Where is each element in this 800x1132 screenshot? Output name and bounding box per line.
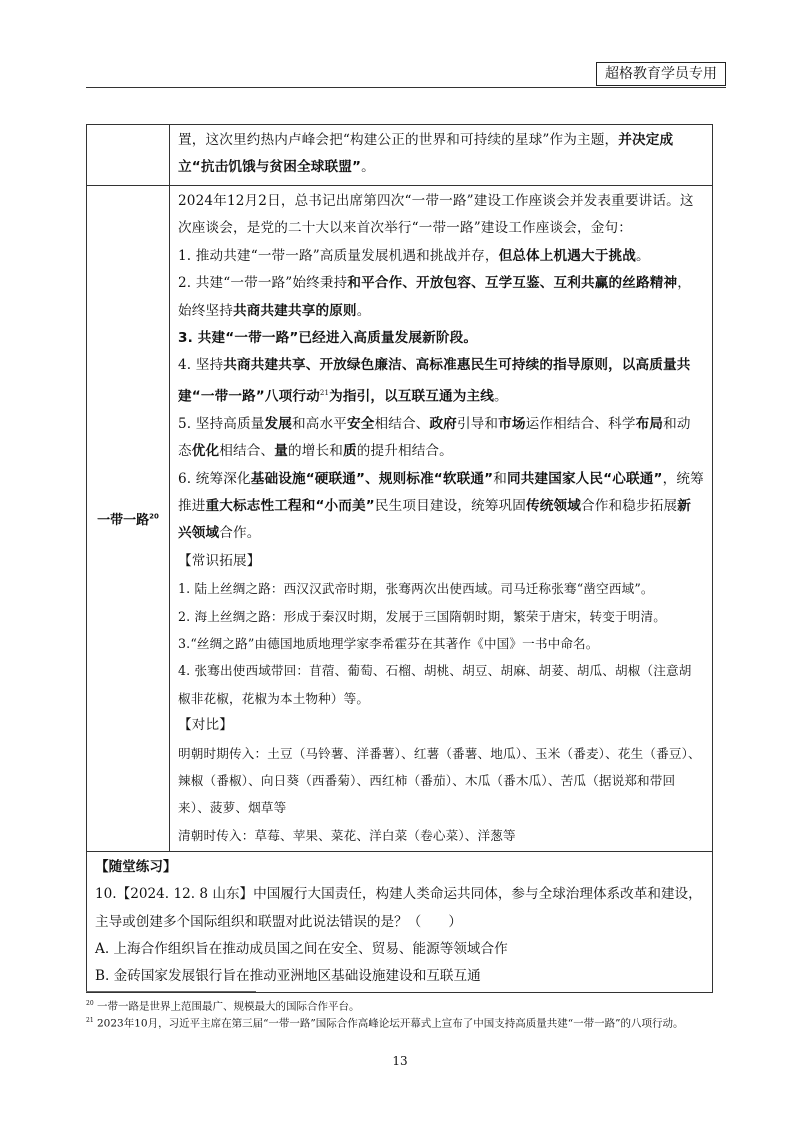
practice-option-b: B. 金砖国家发展银行旨在推动亚洲地区基础设施建设和互联互通	[95, 968, 481, 985]
comparison-item: 清朝时传入：草莓、苹果、菜花、洋白菜（卷心菜）、洋葱等	[178, 827, 516, 843]
point-2: 2. 共建“一带一路”始终秉持和平合作、开放包容、互学互鉴、互利共赢的丝路精神，始终坚持共商共建共享的原则。	[178, 275, 691, 319]
comparison-title: 【对比】	[178, 717, 233, 734]
table-row	[87, 125, 713, 186]
table-row	[87, 186, 713, 852]
topic-label: 一带一路	[97, 513, 150, 529]
topic-content-cell	[170, 186, 713, 852]
footnote-20: $^{20}$ 一带一路是世界上范围最广、规模最大的国际合作平台。	[86, 1000, 360, 1013]
page-number: 13	[392, 1054, 408, 1068]
content-table	[86, 124, 713, 993]
point-6: 6. 统筹深化基础设施“硬联通”、规则标准“软联通”和同共建国家人民“心联通”，统筹推进重大标志性工程和“小而美”民生项目建设，统筹巩固传统领域合作和稳步拓展新兴领域合作。	[178, 470, 704, 542]
point-1: 1. 推动共建“一带一路”高质量发展机遇和挑战并存，但总体上机遇大于挑战。	[178, 247, 650, 264]
extension-item: 1. 陆上丝绸之路：西汉汉武帝时期，张骞两次出使西域。司马迁称张骞“凿空西域”。	[178, 581, 654, 597]
extension-item: 2. 海上丝绸之路：形成于秦汉时期，发展于三国隋朝时期，繁荣于唐宋，转变于明清。	[178, 608, 666, 624]
comparison-item: 明朝时期传入：土豆（马铃薯、洋番薯）、红薯（番薯、地瓜）、玉米（番麦）、花生（番豆）、辣椒（番椒）、向日葵（西番菊）、西红柿（番茄）、木瓜（番木瓜）、苦瓜（据说郑和带回来）、菠萝、烟草等	[178, 745, 701, 816]
empty-label-cell	[87, 125, 170, 186]
intro-paragraph: 2024年12月2日，总书记出席第四次“一带一路”建设工作座谈会并发表重要讲话。这次座谈会，是党的二十大以来首次举行“一带一路”建设工作座谈会，金句：	[178, 193, 694, 237]
footnote-21: $^{21}$ 2023年10月，习近平主席在第三届“一带一路”国际合作高峰论坛开幕式上宣布了中国支持高质量共建“一带一路”的八项行动。	[86, 1017, 684, 1030]
extension-item: 4. 张骞出使西域带回：苜蓿、葡萄、石榴、胡桃、胡豆、胡麻、胡荽、胡瓜、胡椒（注意胡椒非花椒，花椒为本土物种）等。	[178, 663, 692, 706]
practice-cell	[87, 852, 713, 993]
header-badge: 超格教育学员专用	[596, 62, 726, 86]
point-5: 5. 坚持高质量发展和高水平安全相结合、政府引导和市场运作相结合、科学布局和动态优化相结合、量的增长和质的提升相结合。	[178, 415, 691, 460]
extension-item: 3.“丝绸之路”由德国地质地理学家李希霍芬在其著作《中国》一书中命名。	[178, 636, 599, 652]
practice-option-a: A. 上海合作组织旨在推动成员国之间在安全、贸易、能源等领域合作	[95, 940, 508, 957]
point-3: 3. 共建“一带一路”已经进入高质量发展新阶段。	[178, 330, 478, 347]
footnote-ref: 20	[149, 512, 159, 521]
topic-label-cell	[87, 186, 170, 852]
extension-title: 【常识拓展】	[178, 552, 261, 569]
practice-title: 【随堂练习】	[95, 859, 177, 876]
footnote-rule	[86, 991, 256, 992]
header-rule	[86, 87, 726, 88]
table-row	[87, 852, 713, 993]
practice-question: 10.【2024. 12. 8 山东】中国履行大国责任，构建人类命运共同体，参与全球治理体系改革和建设，主导或创建多个国际组织和联盟对此说法错误的是？（ ）	[95, 886, 702, 930]
continued-text-cell: 置，这次里约热内卢峰会把“构建公正的世界和可持续的星球”作为主题，并决定成立“抗击饥饿与贫困全球联盟”。	[170, 125, 713, 186]
point-4: 4. 坚持共商共建共享、开放绿色廉洁、高标准惠民生可持续的指导原则，以高质量共建“一带一路”八项行动$^{21}$为指引，以互联互通为主线。	[178, 357, 691, 405]
